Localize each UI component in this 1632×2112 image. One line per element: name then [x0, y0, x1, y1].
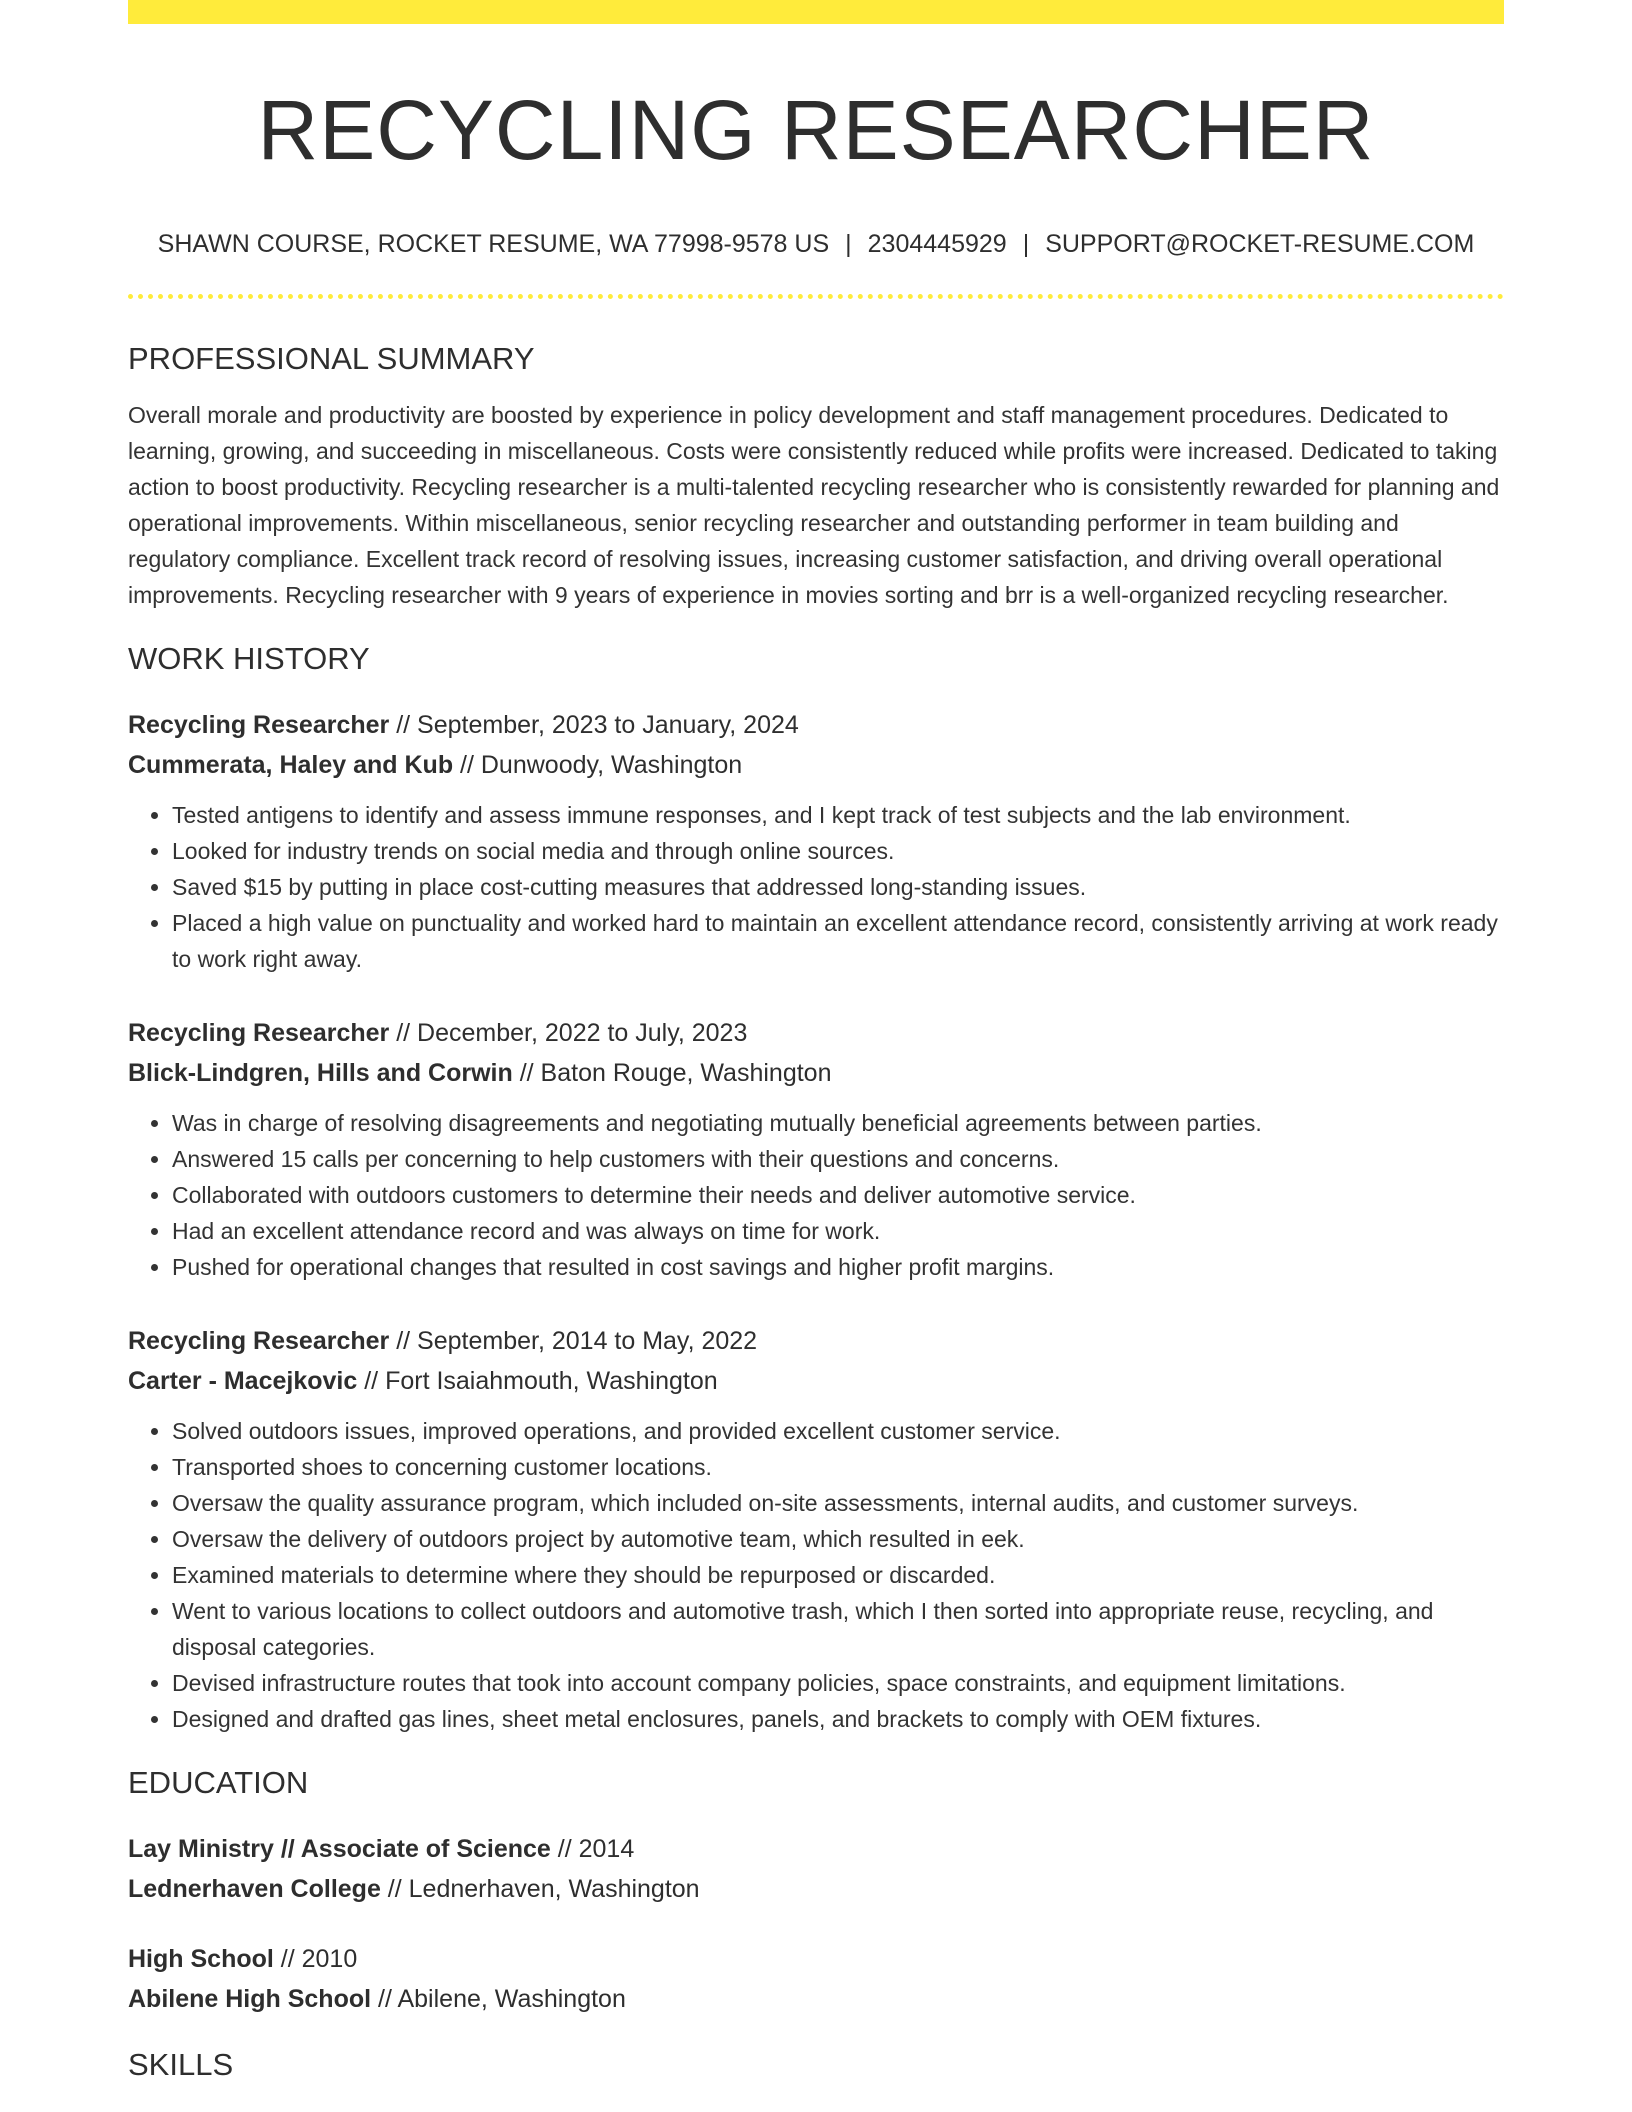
- contact-line: [128, 226, 1504, 262]
- job-location: // Fort Isaiahmouth, Washington: [357, 1367, 718, 1395]
- job-bullet: • Devised infrastructure routes that took into account company policies, space constraints, and equipment limitations.: [172, 1665, 1504, 1701]
- contact-separator: |: [1022, 230, 1030, 258]
- job-location: // Baton Rouge, Washington: [512, 1059, 832, 1087]
- education-year: // 2014: [550, 1835, 635, 1863]
- job-entry: [128, 1013, 1504, 1285]
- skills-heading: SKILLS: [128, 2047, 234, 2082]
- work-history-heading: WORK HISTORY: [128, 641, 370, 676]
- job-company-line: [128, 1053, 1504, 1093]
- job-bullet: • Tested antigens to identify and assess immune responses, and I kept track of test subjects and the lab environment.: [172, 797, 1504, 833]
- accent-top-bar: [128, 0, 1504, 24]
- job-bullet: • Collaborated with outdoors customers to determine their needs and deliver automotive service.: [172, 1177, 1504, 1213]
- job-entry: [128, 705, 1504, 977]
- job-title-line: [128, 1321, 1504, 1361]
- job-bullet: • Solved outdoors issues, improved operations, and provided excellent customer service.: [172, 1413, 1504, 1449]
- education-heading: EDUCATION: [128, 1765, 309, 1800]
- job-bullet: • Transported shoes to concerning customer locations.: [172, 1449, 1504, 1485]
- job-location: // Dunwoody, Washington: [453, 751, 743, 779]
- job-bullet: • Went to various locations to collect outdoors and automotive trash, which I then sorted into appropriate reuse, recycling, and disposal categories.: [172, 1593, 1504, 1665]
- job-bullet: • Answered 15 calls per concerning to help customers with their questions and concerns.: [172, 1141, 1504, 1177]
- summary-paragraph: Overall morale and productivity are boosted by experience in policy development and staff management procedures. Dedicated to learning, growing, and succeeding in miscellaneous. Costs were consistently reduced while profits were increased. Dedicated to taking action to boost productivity. Recycling researcher is a multi-talented recycling researcher who is consistently rewarded for planning and operational improvements. Within miscellaneous, senior recycling researcher and outstanding performer in team building and regulatory compliance. Excellent track record of resolving issues, increasing customer satisfaction, and driving overall operational improvements. Recycling researcher with 9 years of experience in movies sorting and brr is a well-organized recycling researcher.: [128, 402, 1500, 608]
- job-entry: [128, 1321, 1504, 1737]
- job-role: Recycling Researcher: [128, 711, 390, 739]
- job-role: Recycling Researcher: [128, 1019, 390, 1047]
- job-dates: // December, 2022 to July, 2023: [389, 1019, 748, 1047]
- job-company-line: [128, 1361, 1504, 1401]
- job-bullet: • Designed and drafted gas lines, sheet metal enclosures, panels, and brackets to comply with OEM fixtures.: [172, 1701, 1504, 1737]
- education-degree: Lay Ministry // Associate of Science: [128, 1835, 551, 1863]
- job-company: Carter - Macejkovic: [128, 1367, 358, 1395]
- job-bullet: • Had an excellent attendance record and was always on time for work.: [172, 1213, 1504, 1249]
- job-company-line: [128, 745, 1504, 785]
- job-bullet: • Looked for industry trends on social media and through online sources.: [172, 833, 1504, 869]
- job-bullets: [128, 797, 1504, 977]
- education-location: // Abilene, Washington: [371, 1985, 626, 2013]
- education-location: // Lednerhaven, Washington: [380, 1875, 700, 1903]
- job-bullet: • Pushed for operational changes that resulted in cost savings and higher profit margins.: [172, 1249, 1504, 1285]
- job-role: Recycling Researcher: [128, 1327, 390, 1355]
- contact-address: SHAWN COURSE, ROCKET RESUME, WA 77998-9578 US: [157, 230, 830, 258]
- job-bullet: • Examined materials to determine where they should be repurposed or discarded.: [172, 1557, 1504, 1593]
- job-title-line: [128, 705, 1504, 745]
- education-school-line: [128, 1869, 1504, 1909]
- job-company: Blick-Lindgren, Hills and Corwin: [128, 1059, 513, 1087]
- dotted-divider: [128, 294, 1504, 299]
- job-bullets: [128, 1105, 1504, 1285]
- education-year: // 2010: [273, 1945, 358, 1973]
- job-bullet: • Oversaw the quality assurance program, which included on-site assessments, internal audits, and customer surveys.: [172, 1485, 1504, 1521]
- job-bullet: • Placed a high value on punctuality and worked hard to maintain an excellent attendance record, consistently arriving at work ready to work right away.: [172, 905, 1504, 977]
- job-dates: // September, 2023 to January, 2024: [389, 711, 799, 739]
- education-school: Abilene High School: [128, 1985, 372, 2013]
- education-school: Lednerhaven College: [128, 1875, 381, 1903]
- summary-heading: PROFESSIONAL SUMMARY: [128, 341, 535, 376]
- job-company: Cummerata, Haley and Kub: [128, 751, 454, 779]
- education-entry: [128, 1939, 1504, 2019]
- resume-page: [128, 0, 1504, 2085]
- education-degree-line: [128, 1939, 1504, 1979]
- job-dates: // September, 2014 to May, 2022: [389, 1327, 758, 1355]
- education-school-line: [128, 1979, 1504, 2019]
- job-bullet: • Was in charge of resolving disagreements and negotiating mutually beneficial agreements between parties.: [172, 1105, 1504, 1141]
- contact-separator: |: [845, 230, 852, 258]
- education-degree-line: [128, 1829, 1504, 1869]
- job-bullet: • Oversaw the delivery of outdoors project by automotive team, which resulted in eek.: [172, 1521, 1504, 1557]
- job-bullet: • Saved $15 by putting in place cost-cutting measures that addressed long-standing issues.: [172, 869, 1504, 905]
- resume-title: RECYCLING RESEARCHER: [257, 83, 1375, 177]
- job-title-line: [128, 1013, 1504, 1053]
- education-degree: High School: [128, 1945, 274, 1973]
- education-entry: [128, 1829, 1504, 1909]
- job-bullets: [128, 1413, 1504, 1737]
- contact-phone: 2304445929: [867, 230, 1007, 258]
- contact-email: SUPPORT@ROCKET-RESUME.COM: [1045, 230, 1475, 258]
